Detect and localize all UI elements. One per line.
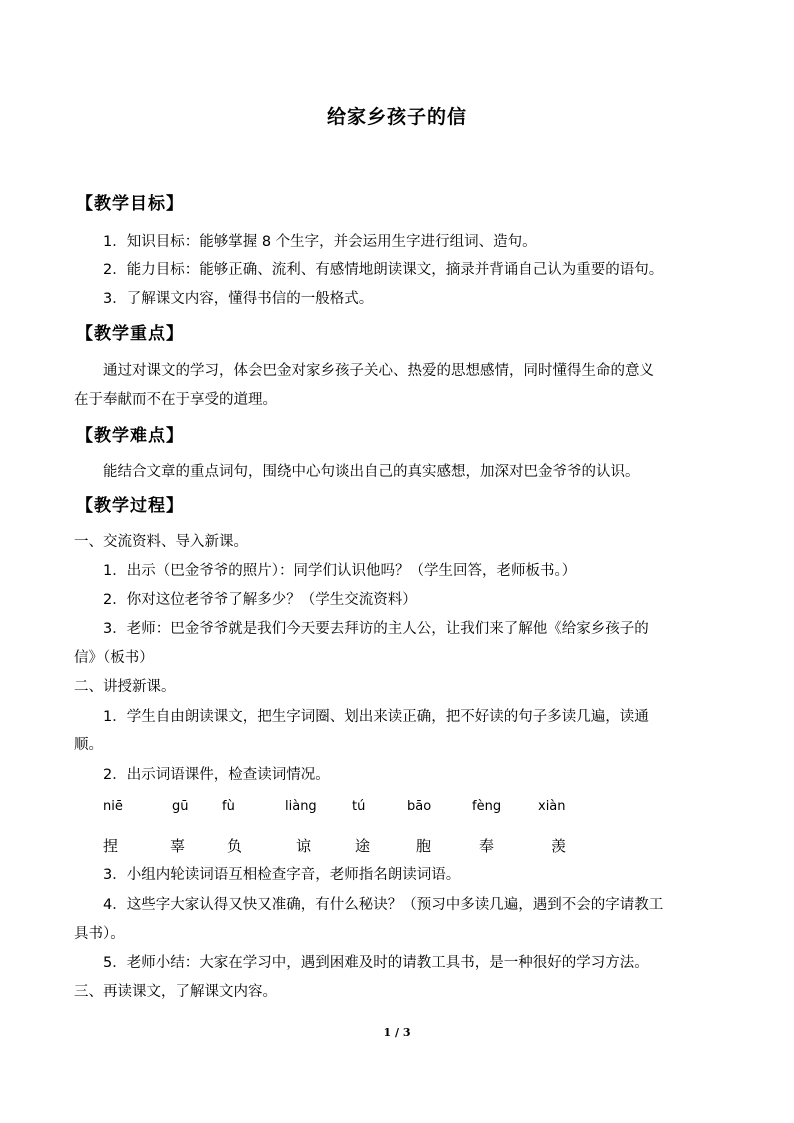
goal-item-1: 1．知识目标：能够掌握 8 个生字，并会运用生字进行组词、造句。	[103, 234, 537, 250]
part-one-item-3-continued: 信》（板书）	[74, 650, 154, 666]
pinyin-item: liàng	[285, 799, 317, 814]
part-two-item-4-continued: 具书）。	[74, 926, 125, 942]
character-item: 羡	[551, 837, 567, 855]
character-item: 奉	[479, 837, 495, 855]
pinyin-item: bāo	[407, 799, 432, 814]
character-item: 负	[227, 837, 243, 855]
pinyin-item: fù	[222, 799, 235, 814]
character-item: 辜	[170, 837, 186, 855]
part-two-item-1-continued: 顺。	[74, 737, 103, 753]
part-two-heading: 二、讲授新课。	[74, 679, 176, 695]
character-item: 谅	[296, 837, 312, 855]
key-points-line-2: 在于奉献而不在于享受的道理。	[74, 392, 277, 408]
part-two-item-1: 1．学生自由朗读课文，把生字词圈、划出来读正确，把不好读的句子多读几遍，读通	[103, 709, 649, 725]
part-one-item-1: 1．出示（巴金爷爷的照片）：同学们认识他吗？（学生回答，老师板书。）	[103, 563, 577, 579]
character-item: 途	[355, 837, 371, 855]
part-one-item-3: 3．老师：巴金爷爷就是我们今天要去拜访的主人公，让我们来了解他《给家乡孩子的	[103, 621, 649, 637]
part-two-item-4: 4．这些字大家认得又快又准确，有什么秘诀？（预习中多读几遍，遇到不会的字请教工	[103, 897, 664, 913]
pinyin-item: xiàn	[538, 799, 566, 814]
part-three-heading: 三、再读课文，了解课文内容。	[74, 984, 277, 1000]
page-indicator: 1 / 3	[383, 1026, 411, 1039]
difficulty-line: 能结合文章的重点词句，围绕中心句谈出自己的真实感想，加深对巴金爷爷的认识。	[103, 464, 640, 480]
key-points-line-1: 通过对课文的学习，体会巴金对家乡孩子关心、热爱的思想感情，同时懂得生命的意义	[103, 363, 654, 379]
key-points-heading: 【教学重点】	[76, 324, 184, 344]
pinyin-item: niē	[103, 799, 123, 814]
goal-item-2: 2．能力目标：能够正确、流利、有感情地朗读课文，摘录并背诵自己认为重要的语句。	[103, 262, 664, 278]
pinyin-item: gū	[172, 799, 189, 814]
part-one-heading: 一、交流资料、导入新课。	[74, 534, 248, 550]
pinyin-item: fèng	[472, 799, 502, 814]
character-item: 胞	[416, 837, 432, 855]
part-two-item-5: 5．老师小结：大家在学习中，遇到困难及时的请教工具书，是一种很好的学习方法。	[103, 955, 649, 971]
process-heading: 【教学过程】	[76, 496, 184, 516]
document-title: 给家乡孩子的信	[326, 106, 467, 128]
character-item: 捏	[103, 837, 119, 855]
part-one-item-2: 2．你对这位老爷爷了解多少？（学生交流资料）	[103, 592, 417, 608]
goal-item-3: 3．了解课文内容，懂得书信的一般格式。	[103, 291, 374, 307]
difficulty-heading: 【教学难点】	[76, 426, 184, 446]
goals-heading: 【教学目标】	[76, 194, 184, 214]
pinyin-item: tú	[352, 799, 366, 814]
part-two-item-2: 2．出示词语课件，检查读词情况。	[103, 767, 330, 783]
part-two-item-3: 3．小组内轮读词语互相检查字音，老师指名朗读词语。	[103, 867, 461, 883]
